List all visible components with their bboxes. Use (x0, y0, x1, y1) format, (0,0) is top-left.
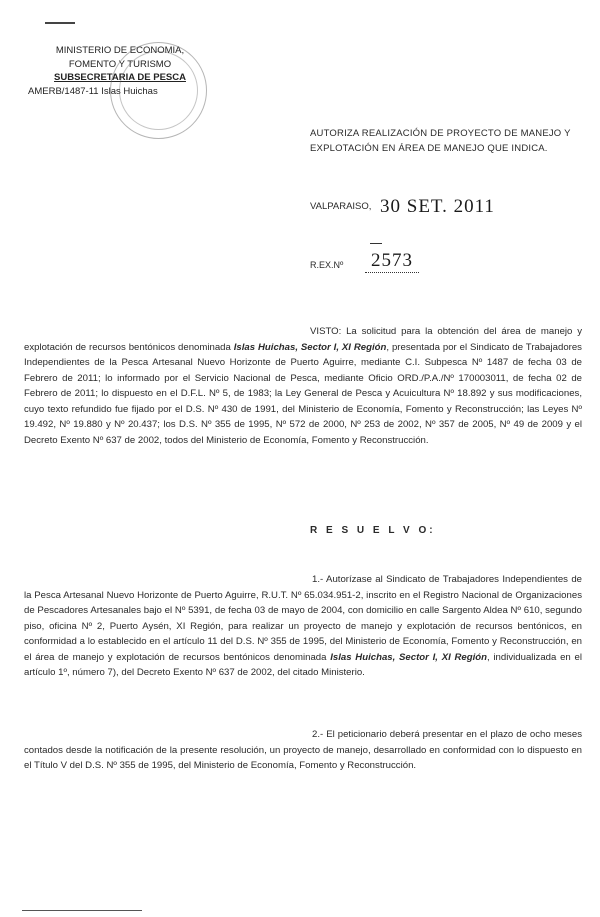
item-1-number: 1.- (312, 574, 324, 585)
resolution-number-label: R.EX.Nº (310, 260, 344, 270)
ink-mark (45, 22, 75, 24)
resuelvo-heading: R E S U E L V O: (310, 525, 436, 536)
letterhead (30, 44, 210, 98)
item-2-number: 2.- (312, 729, 324, 740)
visto-text-1: La solicitud para la obtención del área de manejo y explotación de recursos bentónicos denominada (24, 326, 582, 353)
resolution-number-value: 2573 (365, 250, 419, 273)
resolution-item-1 (24, 572, 582, 681)
item-1-area-name: Islas Huichas, Sector I, XI Región (330, 651, 488, 663)
resolution-subject: AUTORIZA REALIZACIÓN DE PROYECTO DE MANEJO Y EXPLOTACIÓN EN ÁREA DE MANEJO QUE INDICA. (310, 128, 571, 154)
visto-text-2: , presentada por el Sindicato de Trabajadores Independientes de la Pesca Artesanal Nuevo Horizonte de Puerto Aguirre, mediante C.I. Subpesca Nº 1487 de fecha 03 de Febrero de 2011; lo informado por el Servicio Nacional de Pesca, mediante Oficio ORD./P.A./Nº 170003011, de fecha 02 de Febrero de 2011; lo dispuesto en el D.F.L. Nº 5, de 1983; la Ley General de Pesca y Acuicultura Nº 18.892 y sus modificaciones, cuyo texto refundido fue fijado por el D.S. Nº 430 de 1991, del Ministerio de Economía, Fomento y Reconstrucción; las Leyes Nº 19.492, Nº 19.880 y Nº 20.437; los D.S. Nº 355 de 1995, Nº 572 de 2000, Nº 253 de 2002, Nº 357 de 2005, Nº 49 de 2009 y el Decreto Exento Nº 637 de 2002, todos del Ministerio de Economía, Fomento y Reconstrucción. (24, 341, 582, 446)
visto-paragraph (24, 324, 582, 448)
ink-mark (370, 243, 382, 244)
letterhead-ministry: MINISTERIO DE ECONOMIA, (55, 45, 185, 56)
resolution-item-2 (24, 727, 582, 774)
letterhead-ministry-2: FOMENTO Y TURISMO (68, 58, 172, 70)
visto-label: VISTO: (310, 326, 342, 337)
footer-rule (22, 910, 142, 911)
item-1-text-1: Autorízase al Sindicato de Trabajadores Independientes de la Pesca Artesanal Nuevo Horizonte de Puerto Aguirre, R.U.T. Nº 65.034.951-2, inscrito en el Registro Nacional de Organizaciones de Pescadores Artesanales bajo el Nº 5391, de fecha 03 de mayo de 2004, con domicilio en calle Sargento Aldea Nº 610, segundo piso, oficina Nº 2, Puerto Aysén, XI Región, para realizar un proyecto de manejo y explotación de recursos bentónicos, en conformidad a lo establecido en el artículo 11 del D.S. Nº 355 de 1995, del Ministerio de Economía, Fomento y Reconstrucción, en el área de manejo y explotación de recursos bentónicos denominada (24, 574, 582, 663)
letterhead-subsecretaria: SUBSECRETARIA DE PESCA (54, 72, 186, 83)
item-2-text: El peticionario deberá presentar en el plazo de ocho meses contados desde la notificación de la presente resolución, un proyecto de manejo, desarrollado en conformidad con lo dispuesto en el Título V del D.S. Nº 355 de 1995, del Ministerio de Economía, Fomento y Reconstrucción. (24, 729, 582, 771)
date-label: VALPARAISO, (310, 201, 372, 212)
letterhead-reference: AMERB/1487-11 Islas Huichas (28, 85, 158, 97)
date-value: 30 SET. 2011 (380, 196, 495, 217)
item-1-text-2: , individualizada en el artículo 1º, número 7), del Decreto Exento Nº 637 de 2002, del citado Ministerio. (24, 651, 582, 678)
visto-area-name: Islas Huichas, Sector I, XI Región (233, 341, 387, 353)
